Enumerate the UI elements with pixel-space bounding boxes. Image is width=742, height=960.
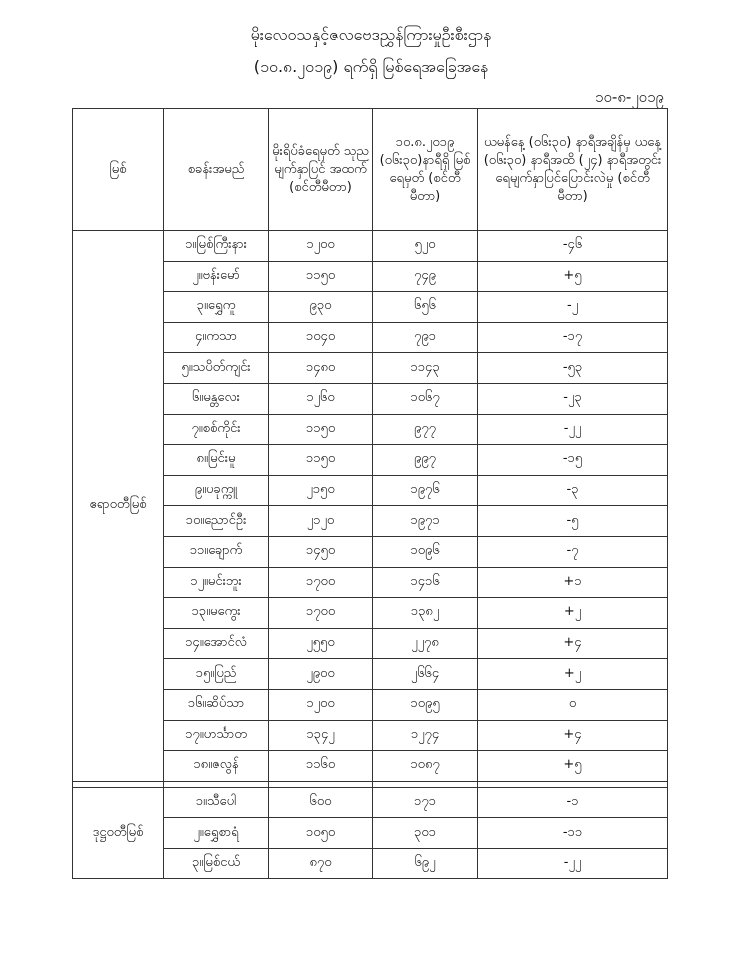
danger-level-cell: ၁၁၆၀ xyxy=(269,751,373,782)
danger-level-cell: ၁၁၅၀ xyxy=(269,445,373,476)
col-header-station: စခန်းအမည် xyxy=(164,109,269,231)
station-name-cell: ၁၄။အောင်လံ xyxy=(164,628,269,659)
level-change-cell: -၅၃ xyxy=(478,353,668,384)
current-level-cell: ၁၁၄၃ xyxy=(373,353,478,384)
current-level-cell: ၁၀၈၇ xyxy=(373,751,478,782)
station-name-cell: ၃။ရွှေကူ xyxy=(164,292,269,323)
danger-level-cell: ၉၃၀ xyxy=(269,292,373,323)
station-name-cell: ၇။စစ်ကိုင်း xyxy=(164,414,269,445)
current-level-cell: ၁၀၆၇ xyxy=(373,383,478,414)
level-change-cell: -၁၇ xyxy=(478,322,668,353)
danger-level-cell: ၂၉၀၀ xyxy=(269,659,373,690)
level-change-cell: -၄၆ xyxy=(478,231,668,262)
col-header-change: ယမန်နေ့ (၀၆း၃၀) နာရီအချိန်မှ ယနေ့ (၀၆း၃၀) နာရီအထိ (၂၄) နာရီအတွင်း ရေမျက်နှာပြင်ပြောင်းလဲမှု (စင်တီမီတာ) xyxy=(478,109,668,231)
station-name-cell: ၅။သပိတ်ကျင်း xyxy=(164,353,269,384)
station-name-cell: ၃။မြစ်ငယ် xyxy=(164,848,269,879)
current-level-cell: ၂၆၆၄ xyxy=(373,659,478,690)
station-name-cell: ၁၂။မင်းဘူး xyxy=(164,567,269,598)
current-level-cell: ၁၀၉၆ xyxy=(373,536,478,567)
current-level-cell: ၁၉၇၆ xyxy=(373,475,478,506)
col-header-current-level: ၁၀.၈.၂၀၁၉ (၀၆း၃၀)နာရီရှိ မြစ်ရေမှတ် (စင်တီမီတာ) xyxy=(373,109,478,231)
level-change-cell: +၄ xyxy=(478,720,668,751)
header-subtitle: (၁၀.၈.၂၀၁၉) ရက်ရှိ မြစ်ရေအခြေအနေ xyxy=(253,57,489,76)
station-name-cell: ၉။ပခုက္ကူ xyxy=(164,475,269,506)
report-date: ၁၀-၈-၂၀၁၉ xyxy=(595,88,664,106)
current-level-cell: ၁၉၇၁ xyxy=(373,506,478,537)
current-level-cell: ၅၂၀ xyxy=(373,231,478,262)
danger-level-cell: ၂၅၅၀ xyxy=(269,628,373,659)
level-change-cell: -၁၁ xyxy=(478,818,668,849)
danger-level-cell: ၁၀၄၀ xyxy=(269,322,373,353)
danger-level-cell: ၁၁၅၀ xyxy=(269,414,373,445)
header-title: မိုးလေဝသနှင့်ဇလဗေဒညွှန်ကြားမှုဦးစီးဌာန xyxy=(250,25,492,44)
station-name-cell: ၁၀။ညောင်ဦး xyxy=(164,506,269,537)
current-level-cell: ၂၂၇၈ xyxy=(373,628,478,659)
danger-level-cell: ၁၁၅၀ xyxy=(269,261,373,292)
current-level-cell: ၁၀၉၅ xyxy=(373,689,478,720)
level-change-cell: -၂ xyxy=(478,292,668,323)
danger-level-cell: ၁၇၀၀ xyxy=(269,598,373,629)
level-change-cell: +၅ xyxy=(478,261,668,292)
danger-level-cell: ၁၂၀၀ xyxy=(269,689,373,720)
station-name-cell: ၁၃။မကွေး xyxy=(164,598,269,629)
danger-level-cell: ၁၇၀၀ xyxy=(269,567,373,598)
station-name-cell: ၂။ရွှေစာရံ xyxy=(164,818,269,849)
current-level-cell: ၆၉၂ xyxy=(373,848,478,879)
danger-level-cell: ၂၁၅၀ xyxy=(269,475,373,506)
danger-level-cell: ၈၇၀ xyxy=(269,848,373,879)
table-body xyxy=(73,231,668,879)
level-change-cell: -၂၂ xyxy=(478,848,668,879)
col-header-river: မြစ် xyxy=(73,109,164,231)
level-change-cell: -၂၃ xyxy=(478,383,668,414)
level-change-cell: +၂ xyxy=(478,659,668,690)
danger-level-cell: ၁၀၅၀ xyxy=(269,818,373,849)
level-change-cell: +၁ xyxy=(478,567,668,598)
river-name-cell: ဧရာဝတီမြစ် xyxy=(73,231,164,782)
danger-level-cell: ၂၁၂၀ xyxy=(269,506,373,537)
current-level-cell: ၆၅၆ xyxy=(373,292,478,323)
col-header-danger-level: မိုးရိပ်ခံရေမှတ် သုညမျက်နှာပြင် အထက် (စင်တီမီတာ) xyxy=(269,109,373,231)
station-name-cell: ၁၇။ဟင်္သာတ xyxy=(164,720,269,751)
level-change-cell: -၅ xyxy=(478,506,668,537)
table-header-row xyxy=(73,109,668,231)
level-change-cell: -၇ xyxy=(478,536,668,567)
station-name-cell: ၁။မြစ်ကြီးနား xyxy=(164,231,269,262)
danger-level-cell: ၁၄၈၀ xyxy=(269,353,373,384)
station-name-cell: ၆။မန္တလေး xyxy=(164,383,269,414)
danger-level-cell: ၁၄၅၀ xyxy=(269,536,373,567)
station-name-cell: ၁၁။ချောက် xyxy=(164,536,269,567)
station-name-cell: ၁။သီပေါ xyxy=(164,787,269,818)
current-level-cell: ၁၂၇၄ xyxy=(373,720,478,751)
river-name-cell: ဒုဋ္ဌဝတီမြစ် xyxy=(73,787,164,879)
danger-level-cell: ၁၂၆၀ xyxy=(269,383,373,414)
danger-level-cell: ၁၂၀၀ xyxy=(269,231,373,262)
current-level-cell: ၉၇၇ xyxy=(373,414,478,445)
station-name-cell: ၁၈။ဇလွန် xyxy=(164,751,269,782)
river-level-table xyxy=(72,108,668,879)
current-level-cell: ၉၉၇ xyxy=(373,445,478,476)
level-change-cell: -၂၂ xyxy=(478,414,668,445)
current-level-cell: ၃၀၁ xyxy=(373,818,478,849)
level-change-cell: +၅ xyxy=(478,751,668,782)
station-name-cell: ၄။ကသာ xyxy=(164,322,269,353)
current-level-cell: ၁၄၁၆ xyxy=(373,567,478,598)
station-name-cell: ၈။မြင်းမူ xyxy=(164,445,269,476)
level-change-cell: -၁၅ xyxy=(478,445,668,476)
station-name-cell: ၂။ဗန်းမော် xyxy=(164,261,269,292)
level-change-cell: ၀ xyxy=(478,689,668,720)
danger-level-cell: ၆၀၀ xyxy=(269,787,373,818)
current-level-cell: ၁၇၁ xyxy=(373,787,478,818)
current-level-cell: ၁၃၈၂ xyxy=(373,598,478,629)
level-change-cell: +၂ xyxy=(478,598,668,629)
level-change-cell: +၄ xyxy=(478,628,668,659)
current-level-cell: ၇၉၁ xyxy=(373,322,478,353)
current-level-cell: ၇၄၉ xyxy=(373,261,478,292)
table-row xyxy=(73,231,668,262)
danger-level-cell: ၁၃၄၂ xyxy=(269,720,373,751)
station-name-cell: ၁၆။ဆိပ်သာ xyxy=(164,689,269,720)
station-name-cell: ၁၅။ပြည် xyxy=(164,659,269,690)
table-row xyxy=(73,787,668,818)
level-change-cell: -၁ xyxy=(478,787,668,818)
level-change-cell: -၃ xyxy=(478,475,668,506)
